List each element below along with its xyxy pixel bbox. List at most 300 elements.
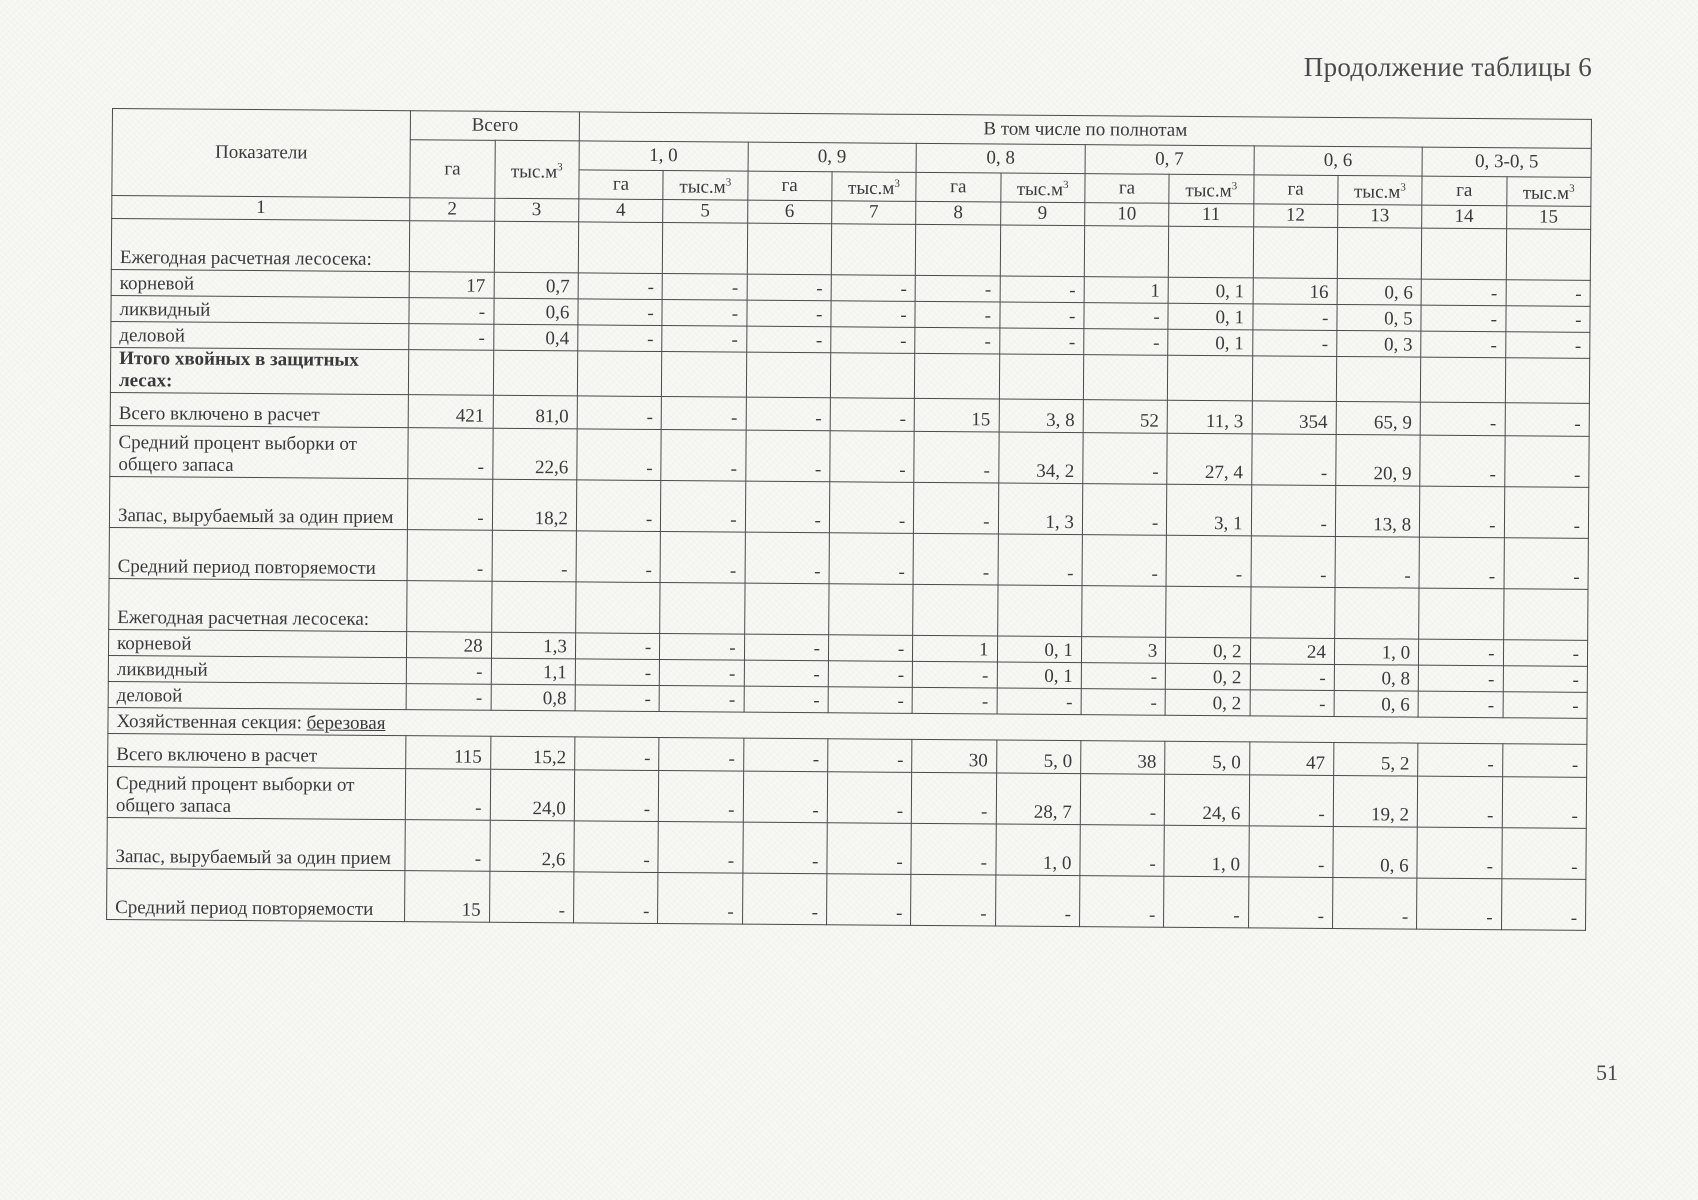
table-cell: - — [1000, 276, 1085, 303]
table-cell — [747, 223, 832, 275]
table-cell: - — [574, 821, 659, 873]
table-cell: - — [1504, 436, 1589, 488]
header-indicators: Показатели — [112, 109, 411, 198]
table-cell: 18,2 — [492, 479, 577, 531]
table-cell: - — [1080, 774, 1165, 826]
table-cell: - — [1421, 305, 1506, 332]
table-cell — [577, 351, 662, 397]
table-cell: 0, 1 — [997, 662, 1082, 689]
table-cell: - — [1502, 777, 1587, 829]
table-cell: - — [1504, 487, 1589, 539]
table-cell: - — [911, 823, 996, 875]
table-cell: - — [1250, 664, 1335, 691]
table-cell: - — [1418, 743, 1503, 777]
table-cell: - — [827, 823, 912, 875]
table-cell — [663, 223, 748, 275]
column-number: 2 — [410, 198, 494, 222]
row-label: Запас, вырубаемый за один прием — [109, 476, 408, 529]
table-cell: 20, 9 — [1336, 434, 1421, 486]
table-cell: - — [575, 633, 660, 660]
table-cell: - — [1503, 692, 1588, 719]
table-body — [107, 219, 1591, 931]
table-cell: 38 — [1081, 741, 1166, 775]
table-cell: - — [659, 738, 744, 772]
table-cell: - — [828, 739, 913, 773]
column-number: 12 — [1253, 204, 1337, 228]
table-cell: - — [1080, 825, 1165, 877]
table-cell: - — [1506, 280, 1591, 307]
table-cell: - — [408, 428, 493, 480]
table-cell: 3 — [1081, 637, 1166, 664]
table-cell: - — [1501, 828, 1586, 880]
table-cell: 2,6 — [489, 820, 574, 872]
table-cell: - — [995, 875, 1080, 927]
table-cell: - — [408, 479, 493, 531]
table-cell: - — [575, 737, 660, 771]
column-number: 13 — [1338, 204, 1422, 228]
table-cell: 0, 2 — [1165, 689, 1250, 716]
table-cell: - — [662, 326, 747, 353]
table-cell: - — [661, 430, 746, 482]
table-cell: 15 — [405, 871, 490, 923]
table-cell: 0, 1 — [997, 636, 1082, 663]
table-cell: - — [1251, 536, 1336, 588]
table-cell: - — [915, 327, 1000, 354]
column-number: 14 — [1422, 205, 1506, 229]
table-cell: - — [1503, 666, 1588, 693]
table-cell: - — [578, 273, 663, 300]
table-cell: - — [1419, 639, 1504, 666]
table-cell — [1168, 226, 1253, 278]
table-cell: - — [830, 398, 915, 432]
column-number: 10 — [1085, 203, 1169, 227]
table-cell: - — [409, 324, 494, 351]
table-cell: - — [828, 661, 913, 688]
table-cell: 0, 6 — [1333, 826, 1418, 878]
table-container — [106, 108, 1592, 931]
row-label: Ежегодная расчетная лесосека: — [111, 219, 410, 272]
row-label: Запас, вырубаемый за один прием — [107, 817, 406, 870]
table-cell: 28, 7 — [996, 773, 1081, 825]
table-cell — [1336, 356, 1421, 402]
table-cell: - — [577, 396, 662, 430]
table-cell: - — [1421, 331, 1506, 358]
table-cell: 1,1 — [491, 658, 576, 685]
table-cell: - — [575, 685, 660, 712]
row-label: ликвидный — [108, 655, 406, 683]
table-cell — [997, 585, 1082, 637]
section-prefix: Хозяйственная секция: — [116, 711, 307, 734]
table-cell: - — [658, 873, 743, 925]
table-cell: - — [997, 688, 1082, 715]
table-cell: - — [573, 872, 658, 924]
table-cell: 30 — [912, 739, 997, 773]
header-total-ha: га — [410, 140, 495, 199]
table-cell — [1505, 358, 1590, 404]
table-cell: - — [1251, 434, 1336, 486]
table-cell: - — [577, 429, 662, 481]
table-cell: - — [1505, 403, 1590, 437]
table-cell: 13, 8 — [1335, 485, 1420, 537]
header-unit-ha: га — [916, 172, 1001, 202]
table-cell: 0, 6 — [1337, 278, 1422, 305]
table-cell: - — [829, 482, 914, 534]
table-cell: - — [1252, 304, 1337, 331]
table-cell — [409, 350, 494, 396]
header-by-density: В том числе по полнотам — [579, 112, 1591, 148]
table-cell: - — [912, 661, 997, 688]
table-cell — [660, 583, 745, 635]
table-cell: - — [828, 687, 913, 714]
row-label: Средний период повторяемости — [109, 527, 408, 580]
table-cell: - — [829, 533, 914, 585]
header-unit-m3: $тыс.м^3$ — [1000, 173, 1085, 203]
header-unit-ha: га — [1085, 174, 1170, 204]
header-unit-ha: га — [747, 171, 832, 201]
row-label: корневой — [111, 269, 409, 297]
table-cell: - — [999, 302, 1084, 329]
table-cell: - — [1249, 775, 1334, 827]
table-cell: - — [489, 871, 574, 923]
table-cell: - — [659, 771, 744, 823]
table-cell: 5, 0 — [996, 740, 1081, 774]
table-cell: - — [660, 660, 745, 687]
table-cell — [744, 583, 829, 635]
table-cell — [1168, 355, 1253, 401]
row-label: ликвидный — [111, 295, 409, 323]
table-cell: 81,0 — [493, 395, 578, 429]
table-cell — [1253, 227, 1338, 279]
table-cell: - — [406, 769, 491, 821]
column-number: 1 — [112, 196, 410, 221]
table-cell: - — [745, 481, 830, 533]
table-cell — [913, 584, 998, 636]
table-cell: - — [831, 301, 916, 328]
header-total: Всего — [411, 111, 580, 141]
table-cell: - — [826, 874, 911, 926]
table-cell: - — [1505, 332, 1590, 359]
table-cell: - — [1421, 279, 1506, 306]
table-cell — [916, 224, 1001, 276]
table-cell: - — [1079, 876, 1164, 928]
table-cell: - — [492, 530, 577, 582]
table-cell: 354 — [1252, 401, 1337, 435]
table-cell: 52 — [1083, 400, 1168, 434]
table-cell — [1419, 588, 1504, 640]
table-cell: 28 — [407, 632, 492, 659]
table-cell: - — [661, 397, 746, 431]
header-unit-ha: га — [1253, 175, 1338, 205]
table-cell: - — [1417, 776, 1502, 828]
table-cell: 1, 0 — [995, 824, 1080, 876]
table-cell: 0,7 — [494, 272, 579, 299]
table-cell: 17 — [409, 272, 494, 299]
table-cell: 11, 3 — [1167, 400, 1252, 434]
table-cell: - — [659, 686, 744, 713]
table-cell: - — [1418, 691, 1503, 718]
table-cell: 0, 1 — [1168, 303, 1253, 330]
table-cell: - — [406, 684, 491, 711]
column-number: 15 — [1506, 206, 1591, 230]
table-cell: - — [576, 480, 661, 532]
table-cell: - — [831, 275, 916, 302]
table-cell: 1,3 — [491, 632, 576, 659]
table-cell: 0, 2 — [1166, 637, 1251, 664]
table-caption: Продолжение таблицы 6 — [1303, 52, 1592, 82]
table-cell: - — [407, 530, 492, 582]
table-cell: - — [747, 274, 832, 301]
table-cell: - — [746, 397, 831, 431]
table-cell: - — [828, 635, 913, 662]
table-cell: - — [1504, 538, 1589, 590]
table-cell: 27, 4 — [1167, 433, 1252, 485]
table-cell — [1084, 226, 1169, 278]
table-cell — [1166, 586, 1251, 638]
table-cell: - — [914, 431, 999, 483]
table-cell: - — [1166, 535, 1251, 587]
table-cell: - — [1505, 306, 1590, 333]
table-cell — [576, 582, 661, 634]
table-cell — [1000, 225, 1085, 277]
table-cell: - — [1335, 536, 1420, 588]
table-cell: - — [1084, 303, 1169, 330]
table-cell: 24 — [1250, 638, 1335, 665]
table-cell: - — [1417, 878, 1502, 930]
table-cell: 15 — [914, 398, 999, 432]
row-label: Ежегодная расчетная лесосека: — [109, 578, 408, 631]
column-number: 6 — [747, 200, 831, 224]
table-cell: - — [1084, 329, 1169, 356]
table-cell: 0, 1 — [1168, 277, 1253, 304]
table-cell: 1 — [1084, 277, 1169, 304]
header-total-m3: $тыс.м^3$ — [494, 140, 579, 199]
table-cell: 1, 3 — [998, 483, 1083, 535]
table-cell — [491, 581, 576, 633]
table-row — [107, 868, 1586, 930]
header-density: 0, 3-0, 5 — [1422, 147, 1591, 177]
column-number: 7 — [832, 201, 916, 225]
header-unit-m3: $тыс.м^3$ — [1506, 177, 1591, 207]
table-cell: 421 — [408, 395, 493, 429]
table-cell: - — [744, 660, 829, 687]
table-cell: - — [1418, 665, 1503, 692]
table-cell: - — [660, 634, 745, 661]
table-cell: - — [914, 482, 999, 534]
row-label: Средний процент выборки от общего запаса — [110, 425, 409, 478]
table-cell: 0, 3 — [1337, 330, 1422, 357]
table-cell: 0, 2 — [1165, 663, 1250, 690]
table-cell: - — [1503, 640, 1588, 667]
table-cell: - — [912, 687, 997, 714]
table-cell: 0,6 — [494, 298, 579, 325]
table-cell: - — [662, 300, 747, 327]
table-cell: - — [1082, 535, 1167, 587]
table-cell: - — [578, 299, 663, 326]
table-cell — [578, 222, 663, 274]
table-cell: - — [744, 634, 829, 661]
table-cell: 0, 6 — [1334, 690, 1419, 717]
column-number: 3 — [494, 198, 578, 222]
column-number: 8 — [916, 201, 1000, 225]
table-cell: - — [1420, 486, 1505, 538]
table-cell — [999, 354, 1084, 400]
table-cell: - — [911, 874, 996, 926]
table-cell: - — [742, 873, 827, 925]
table-cell: - — [662, 274, 747, 301]
row-label: корневой — [108, 629, 406, 657]
table-cell: - — [827, 772, 912, 824]
table-cell — [1337, 227, 1422, 279]
table-cell — [494, 221, 579, 273]
header-unit-m3: $тыс.м^3$ — [1169, 174, 1254, 204]
table-cell: 115 — [406, 736, 491, 770]
table-cell: 0, 1 — [1168, 329, 1253, 356]
header-unit-ha: га — [1422, 176, 1507, 206]
table-cell — [1252, 356, 1337, 402]
row-label: Итого хвойных в защитных лесах: — [110, 347, 409, 394]
table-cell: - — [1081, 663, 1166, 690]
table-cell — [410, 221, 495, 273]
table-cell: - — [1250, 690, 1335, 717]
table-cell: 3, 8 — [999, 399, 1084, 433]
row-label: Средний процент выборки от общего запаса — [107, 766, 406, 819]
header-density: 0, 7 — [1085, 145, 1254, 175]
table-cell: - — [407, 658, 492, 685]
table-cell: - — [999, 328, 1084, 355]
table-cell — [1250, 587, 1335, 639]
table-cell: - — [1332, 877, 1417, 929]
column-number: 11 — [1169, 203, 1253, 227]
table-cell: - — [1164, 876, 1249, 928]
table-cell: - — [1417, 827, 1502, 879]
table-cell: - — [915, 275, 1000, 302]
table-cell: - — [575, 659, 660, 686]
table-cell: - — [1248, 877, 1333, 929]
table-cell: - — [1502, 744, 1587, 778]
table-cell: 22,6 — [492, 428, 577, 480]
section-name: березовая — [306, 712, 386, 735]
table-cell: - — [1501, 879, 1586, 931]
row-label: Средний период повторяемости — [107, 868, 406, 921]
table-cell: - — [658, 822, 743, 874]
table-cell — [746, 352, 831, 398]
table-cell — [1421, 228, 1506, 280]
table-cell: - — [409, 298, 494, 325]
header-density: 1, 0 — [579, 141, 748, 171]
table-cell: - — [745, 430, 830, 482]
table-cell: - — [576, 531, 661, 583]
table-cell: 0,8 — [491, 684, 576, 711]
table-cell — [662, 352, 747, 398]
table-cell: - — [744, 686, 829, 713]
table-cell: - — [574, 770, 659, 822]
table-cell: 24,0 — [490, 769, 575, 821]
header-unit-m3: $тыс.м^3$ — [663, 171, 748, 201]
forest-table — [106, 108, 1592, 931]
table-cell: - — [831, 327, 916, 354]
table-cell: 0, 8 — [1334, 664, 1419, 691]
table-cell: - — [660, 532, 745, 584]
table-cell: - — [830, 431, 915, 483]
table-cell: 1, 0 — [1334, 638, 1419, 665]
table-cell — [1503, 589, 1588, 641]
table-cell: 34, 2 — [998, 432, 1083, 484]
row-label: Всего включено в расчет — [108, 733, 406, 768]
table-cell — [831, 224, 916, 276]
table-cell: - — [578, 325, 663, 352]
table-cell: - — [1081, 689, 1166, 716]
table-cell: - — [911, 772, 996, 824]
table-cell: - — [1251, 485, 1336, 537]
table-cell: - — [1420, 402, 1505, 436]
table-cell — [1083, 355, 1168, 401]
table-cell: 5, 0 — [1165, 741, 1250, 775]
table-cell: - — [1248, 826, 1333, 878]
table-cell — [493, 350, 578, 396]
table-cell: 24, 6 — [1164, 774, 1249, 826]
header-density: 0, 9 — [748, 142, 917, 172]
header-unit-m3: $тыс.м^3$ — [832, 172, 917, 202]
table-cell — [407, 581, 492, 633]
table-cell: - — [1082, 484, 1167, 536]
table-cell — [829, 584, 914, 636]
table-cell: - — [1420, 435, 1505, 487]
table-cell: - — [742, 822, 827, 874]
table-cell: 0,4 — [493, 324, 578, 351]
table-cell: - — [405, 820, 490, 872]
header-unit-m3: $тыс.м^3$ — [1338, 175, 1423, 205]
row-label: Всего включено в расчет — [110, 392, 408, 427]
table-cell: 5, 2 — [1333, 742, 1418, 776]
column-number: 5 — [663, 200, 747, 224]
table-cell: - — [745, 532, 830, 584]
column-number: 9 — [1000, 202, 1084, 226]
row-label: деловой — [111, 321, 409, 349]
row-label: деловой — [108, 681, 406, 709]
table-cell: 3, 1 — [1167, 484, 1252, 536]
table-cell — [1506, 229, 1591, 281]
table-cell: - — [1419, 537, 1504, 589]
table-cell: 1, 0 — [1164, 825, 1249, 877]
table-cell: - — [1252, 330, 1337, 357]
table-cell: - — [743, 738, 828, 772]
page-number: 51 — [1596, 1060, 1618, 1085]
table-header — [112, 109, 1592, 230]
header-density: 0, 8 — [916, 143, 1085, 173]
table-cell: - — [998, 534, 1083, 586]
table-cell: 65, 9 — [1336, 401, 1421, 435]
table-cell: 19, 2 — [1333, 775, 1418, 827]
table-cell — [1421, 357, 1506, 403]
header-unit-ha: га — [579, 170, 664, 200]
table-cell: 0, 5 — [1337, 304, 1422, 331]
table-cell: 16 — [1253, 278, 1338, 305]
table-cell: 15,2 — [490, 736, 575, 770]
table-cell: - — [661, 481, 746, 533]
table-cell: - — [746, 326, 831, 353]
table-cell: - — [746, 300, 831, 327]
header-density: 0, 6 — [1254, 146, 1423, 176]
table-cell: - — [1083, 433, 1168, 485]
table-cell — [915, 353, 1000, 399]
table-cell: - — [913, 533, 998, 585]
table-cell — [830, 353, 915, 399]
table-cell: 1 — [913, 635, 998, 662]
table-cell: 47 — [1249, 742, 1334, 776]
table-cell: - — [743, 771, 828, 823]
table-cell: - — [915, 301, 1000, 328]
table-cell — [1335, 587, 1420, 639]
